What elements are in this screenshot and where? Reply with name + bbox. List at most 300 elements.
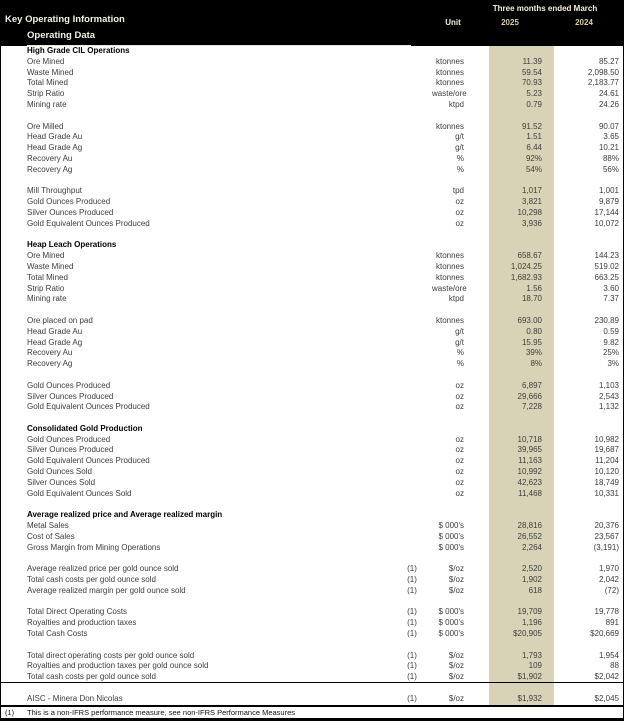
table-row [1,122,623,133]
metric-label: Gold Equivalent Ounces Produced [27,218,150,228]
metric-label: Royalties and production taxes per gold ounce sold [27,661,209,671]
metric-label: Royalties and production taxes [27,618,137,628]
footnote-ref-cell [392,122,432,133]
table-row [1,284,623,295]
metric-label: Mining rate [27,294,67,304]
table-row [1,392,623,403]
metric-label: Silver Ounces Produced [27,445,114,455]
unit-cell: $/oz [448,575,464,585]
table-row [1,78,623,89]
value-2025: 91.52 [521,121,542,131]
metric-label: Average realized margin per gold ounce sold [27,585,186,595]
value-2025: 5.23 [526,89,542,99]
spacer-row [1,597,623,608]
value-2024: 23,567 [594,531,619,541]
value-2024: 88% [602,153,619,163]
unit-cell: $ 000's [438,607,464,617]
metric-label: Strip Ratio [27,89,65,99]
footnote-ref-cell [392,467,432,478]
footnote-ref-cell [392,445,432,456]
unit-column-header: Unit [445,18,461,27]
value-2024: 10,120 [594,467,619,477]
section-header-row [1,424,623,435]
table-row [1,445,623,456]
value-2024: 230.89 [594,315,619,325]
unit-cell: oz [455,467,464,477]
unit-cell: ktonnes [435,67,464,77]
footnote-ref-cell [392,154,432,165]
unit-cell: oz [455,402,464,412]
value-2024: 20,376 [594,521,619,531]
value-2024: 17,144 [594,207,619,217]
spacer-row [1,499,623,510]
value-2024: 891 [605,618,619,628]
metric-label: Waste Mined [27,261,74,271]
table-row [1,564,623,575]
table-row [1,478,623,489]
section-header-row [1,510,623,521]
footnote-ref-cell [392,327,432,338]
unit-cell: $/oz [448,650,464,660]
value-2025: 15.95 [521,337,542,347]
unit-cell: oz [455,207,464,217]
metric-label: Gold Equivalent Ounces Produced [27,402,150,412]
operating-data-heading: Operating Data [27,30,96,41]
value-2024: 56% [602,164,619,174]
value-2024: 9.82 [603,337,619,347]
table-row [1,143,623,154]
section-title: Average realized price and Average realized margin [27,510,223,520]
footnote-ref-cell [392,294,432,305]
unit-cell: $/oz [448,585,464,595]
unit-cell: oz [455,445,464,455]
value-2025: 39% [525,348,542,358]
unit-cell: oz [455,197,464,207]
value-2025: 8% [530,359,542,369]
value-2025: 39,965 [517,445,542,455]
table-row [1,618,623,629]
unit-cell: ktonnes [435,272,464,282]
footnote-ref-cell [392,489,432,500]
metric-label: Total direct operating costs per gold ounce sold [27,650,195,660]
unit-cell: $ 000's [438,521,464,531]
table-row [1,607,623,618]
unit-cell: ktpd [448,99,464,109]
unit-cell: ktonnes [435,315,464,325]
unit-cell: ktonnes [435,121,464,131]
value-2024: 88 [610,661,619,671]
spacer-row [1,176,623,187]
value-2025: 70.93 [521,78,542,88]
value-2024: 3.60 [603,283,619,293]
metric-label: Recovery Ag [27,359,73,369]
value-2025: 1,196 [521,618,542,628]
value-2025: 0.80 [526,326,542,336]
footnote-ref-cell [392,348,432,359]
metric-label: Waste Mined [27,67,74,77]
footnote-ref-cell [392,381,432,392]
value-2025: 19,709 [517,607,542,617]
footnote-ref-cell: (1) [407,575,417,585]
value-2024: 24.61 [598,89,619,99]
value-2024: 19,687 [594,445,619,455]
table-row [1,294,623,305]
metric-label: Gold Ounces Produced [27,434,111,444]
footnote-ref-cell: (1) [407,672,417,682]
value-2025: 693.00 [517,315,542,325]
footnote-ref-cell [392,89,432,100]
value-2024: $20,669 [590,629,619,639]
value-2025: 6.44 [526,143,542,153]
value-2025: 18.70 [521,294,542,304]
table-row [1,316,623,327]
metric-label: Head Grade Ag [27,143,83,153]
footnote-ref-cell [392,132,432,143]
footnote-ref-cell [392,435,432,446]
unit-cell: ktonnes [435,56,464,66]
value-2025: 3,936 [521,218,542,228]
metric-label: Gold Equivalent Ounces Produced [27,456,150,466]
unit-cell: % [456,164,464,174]
metric-label: Recovery Au [27,348,73,358]
value-2024: $2,042 [594,672,619,682]
value-2024: 90.07 [598,121,619,131]
value-2024: (72) [604,585,619,595]
table-row [1,327,623,338]
table-row [1,68,623,79]
value-2025: 92% [525,153,542,163]
value-2025: 2,520 [521,564,542,574]
value-2024: 24.26 [598,99,619,109]
value-2025: $20,905 [513,629,542,639]
unit-cell: g/t [455,143,464,153]
footnote-ref-cell [392,402,432,413]
metric-label: Gold Ounces Produced [27,380,111,390]
table-row [1,532,623,543]
metric-label: Total Direct Operating Costs [27,607,128,617]
footnote-ref-cell [392,100,432,111]
table-row [1,435,623,446]
spacer-row [1,413,623,424]
footnote-ref-cell [392,197,432,208]
unit-cell: g/t [455,337,464,347]
value-2025: 109 [528,661,542,671]
unit-cell: oz [455,218,464,228]
footnote-ref-cell: (1) [407,693,417,703]
unit-cell: $ 000's [438,629,464,639]
value-2024: 144.23 [594,251,619,261]
metric-label: Silver Ounces Sold [27,477,96,487]
unit-cell: g/t [455,326,464,336]
value-2025: 1.51 [526,132,542,142]
footnote-text: This is a non-IFRS performance measure, see non-IFRS Performance Measures [27,708,296,717]
metric-label: Head Grade Au [27,132,83,142]
year-2024-column-header: 2024 [575,18,593,27]
spacer-row [1,305,623,316]
metric-label: Gross Margin from Mining Operations [27,542,161,552]
footnote-ref-cell [392,57,432,68]
table-row [1,586,623,597]
unit-cell: $/oz [448,672,464,682]
value-2024: 0.59 [603,326,619,336]
metric-label: Ore Mined [27,251,65,261]
unit-cell: ktonnes [435,261,464,271]
value-2024: 19,778 [594,607,619,617]
section-header-row [1,240,623,251]
spacer-row [1,683,623,694]
value-2024: 2,042 [598,575,619,585]
table-row [1,132,623,143]
unit-cell: waste/ore [432,89,467,99]
footnote-ref-cell [392,532,432,543]
value-2025: 54% [525,164,542,174]
table-row [1,521,623,532]
footnote-ref-cell [392,478,432,489]
spacer-row [1,111,623,122]
value-2024: 2,183.77 [587,78,619,88]
table-row [1,186,623,197]
footnote-bar [1,705,623,721]
footnote-ref-cell [392,521,432,532]
unit-cell: oz [455,488,464,498]
footnote-ref-cell [392,543,432,554]
footnote-ref-cell [392,284,432,295]
footnote-ref-cell [392,316,432,327]
value-2025: 29,666 [517,391,542,401]
value-2024: 18,749 [594,477,619,487]
section-title: Heap Leach Operations [27,240,117,250]
unit-cell: tpd [452,186,464,196]
table-row [1,273,623,284]
unit-cell: $ 000's [438,531,464,541]
value-2024: 1,970 [598,564,619,574]
value-2025: 658.67 [517,251,542,261]
table-row [1,381,623,392]
metric-label: Recovery Ag [27,164,73,174]
table-row [1,543,623,554]
value-2024: 10,331 [594,488,619,498]
unit-cell: waste/ore [432,283,467,293]
table-row [1,338,623,349]
table-row [1,208,623,219]
value-2024: 1,132 [598,402,619,412]
unit-cell: % [456,348,464,358]
metric-label: Gold Ounces Produced [27,197,111,207]
value-2025: 1,682.93 [510,272,542,282]
section-title: High Grade CIL Operations [27,46,130,55]
table-row [1,359,623,370]
value-2025: 10,718 [517,434,542,444]
table-row [1,489,623,500]
footnote-ref-cell [392,219,432,230]
value-2025: 618 [528,585,542,595]
footnote-ref-cell [392,143,432,154]
metric-label: Total Mined [27,272,68,282]
value-2025: 0.79 [526,99,542,109]
value-2024: $2,045 [594,693,619,703]
value-2025: 1.56 [526,283,542,293]
period-column-header: Three months ended March [492,4,598,13]
metric-label: Silver Ounces Produced [27,391,114,401]
value-2025: 28,816 [517,521,542,531]
table-row [1,402,623,413]
unit-cell: % [456,359,464,369]
value-2025: 1,902 [521,575,542,585]
value-2024: 25% [602,348,619,358]
unit-cell: $/oz [448,693,464,703]
table-row [1,219,623,230]
section-title: Consolidated Gold Production [27,423,143,433]
footnote-ref-cell [392,68,432,79]
metric-label: Cost of Sales [27,531,75,541]
value-2024: 663.25 [594,272,619,282]
value-2024: 1,001 [598,186,619,196]
footnote-ref-cell [392,262,432,273]
spacer-row [1,640,623,651]
metric-label: Strip Ratio [27,283,65,293]
footnote-ref-cell: (1) [407,564,417,574]
metric-label: Gold Ounces Sold [27,467,92,477]
metric-label: Head Grade Ag [27,337,83,347]
value-2024: 9,879 [598,197,619,207]
footnote-ref: (1) [5,708,15,717]
footnote-ref-cell: (1) [407,650,417,660]
unit-cell: ktonnes [435,78,464,88]
value-2024: 2,098.50 [587,67,619,77]
metric-label: Silver Ounces Produced [27,207,114,217]
unit-cell: $ 000's [438,618,464,628]
page-title: Key Operating Information [5,14,125,25]
table-row [1,348,623,359]
unit-cell: oz [455,456,464,466]
metric-label: Total cash costs per gold ounce sold [27,575,156,585]
value-2024: 3% [607,359,619,369]
spacer-row [1,230,623,241]
unit-cell: oz [455,434,464,444]
value-2024: 2,543 [598,391,619,401]
metric-label: Metal Sales [27,521,69,531]
table-row [1,575,623,586]
value-2024: 1,954 [598,650,619,660]
metric-label: Total Mined [27,78,68,88]
year-2025-column-header: 2025 [501,18,519,27]
value-2025: 6,897 [521,380,542,390]
table-row [1,661,623,672]
value-2025: 7,228 [521,402,542,412]
unit-cell: oz [455,391,464,401]
table-row [1,197,623,208]
value-2025: 1,017 [521,186,542,196]
value-2025: 42,623 [517,477,542,487]
unit-cell: oz [455,477,464,487]
value-2024: (3,191) [593,542,619,552]
table-body [1,46,623,706]
metric-label: Average realized price per gold ounce sold [27,564,179,574]
metric-label: Mill Throughput [27,186,82,196]
unit-cell: g/t [455,132,464,142]
metric-label: Ore Milled [27,121,64,131]
table-row [1,467,623,478]
value-2025: $1,932 [517,693,542,703]
metric-label: Gold Equivalent Ounces Sold [27,488,132,498]
metric-label: Recovery Au [27,153,73,163]
footnote-ref-cell: (1) [407,585,417,595]
table-row [1,89,623,100]
table-row [1,456,623,467]
value-2025: 10,298 [517,207,542,217]
value-2025: $1,902 [517,672,542,682]
table-row [1,154,623,165]
value-2024: 10,072 [594,218,619,228]
value-2024: 85.27 [598,56,619,66]
footnote-ref-cell: (1) [407,629,417,639]
value-2025: 10,992 [517,467,542,477]
table-row [1,100,623,111]
table-row [1,251,623,262]
footnote-ref-cell [392,251,432,262]
value-2024: 7.37 [603,294,619,304]
value-2025: 11,468 [518,488,542,498]
footnote-ref-cell: (1) [407,618,417,628]
metric-label: Total Cash Costs [27,629,88,639]
table-row [1,165,623,176]
section-header-row [1,46,623,57]
table-row [1,262,623,273]
value-2024: 519.02 [594,261,619,271]
value-2025: 59.54 [521,67,542,77]
table-row [1,672,623,683]
footnote-ref-cell [392,208,432,219]
metric-label: Ore Mined [27,56,65,66]
table-row [1,694,623,705]
unit-cell: % [456,153,464,163]
value-2025: 1,024.25 [510,261,542,271]
value-2025: 11,163 [518,456,542,466]
metric-label: Head Grade Au [27,326,83,336]
value-2024: 10.21 [598,143,619,153]
footnote-ref-cell: (1) [407,661,417,671]
unit-cell: ktonnes [435,251,464,261]
table-row [1,629,623,640]
footnote-ref-cell [392,273,432,284]
value-2025: 26,552 [517,531,542,541]
table-row [1,57,623,68]
value-2025: 2,264 [521,542,542,552]
footnote-ref-cell [392,338,432,349]
metric-label: AISC - Minera Don Nicolas [27,693,123,703]
footnote-ref-cell [392,456,432,467]
value-2025: 3,821 [521,197,542,207]
footnote-ref-cell [392,186,432,197]
value-2024: 10,982 [594,434,619,444]
metric-label: Total cash costs per gold ounce sold [27,672,156,682]
report-header [1,1,623,46]
unit-cell: $/oz [448,564,464,574]
value-2024: 1,103 [598,380,619,390]
footnote-ref-cell [392,78,432,89]
footnote-ref-cell: (1) [407,607,417,617]
footnote-ref-cell [392,359,432,370]
value-2025: 1,793 [521,650,542,660]
unit-cell: $ 000's [438,542,464,552]
metric-label: Mining rate [27,99,67,109]
footnote-ref-cell [392,165,432,176]
unit-cell: ktpd [448,294,464,304]
spacer-row [1,553,623,564]
value-2025: 11.39 [522,56,542,66]
table-row [1,651,623,662]
unit-cell: $/oz [448,661,464,671]
